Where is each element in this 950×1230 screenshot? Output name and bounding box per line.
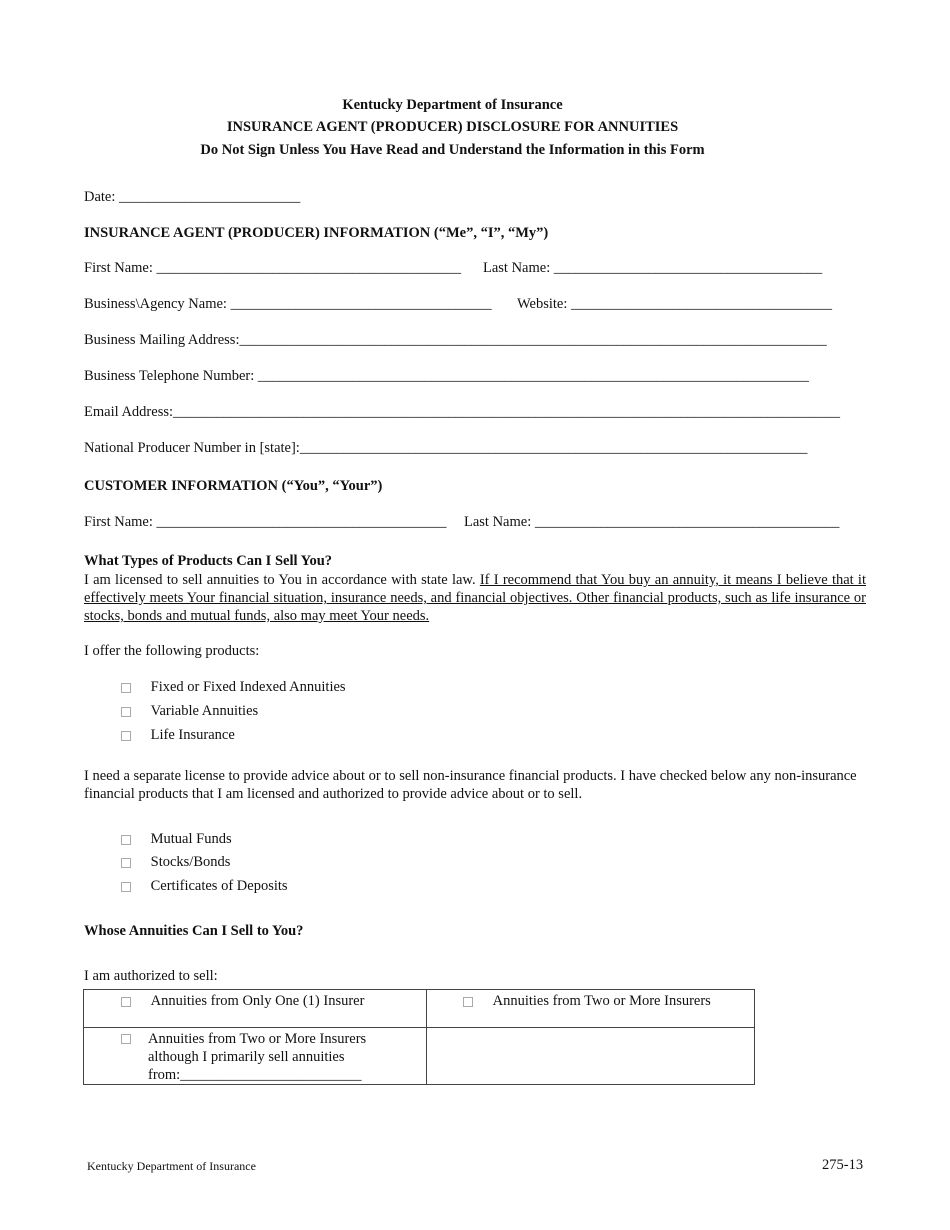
date-label: Date: <box>84 189 116 205</box>
email-label: Email Address: <box>84 404 174 420</box>
option-one-cell <box>84 990 427 1028</box>
product-checkbox[interactable] <box>121 731 131 741</box>
non-insurance-label: Certificates of Deposits <box>150 878 288 894</box>
non-insurance-option <box>121 831 232 848</box>
telephone-field[interactable]: ____________________________________________________________________________ <box>257 368 809 384</box>
option-two-cell <box>427 990 755 1028</box>
npn-field[interactable]: ______________________________________________________________________ <box>299 440 808 456</box>
non-insurance-checkbox[interactable] <box>121 882 131 892</box>
customer-first-name-label: First Name: <box>84 514 153 530</box>
customer-last-name-label: Last Name: <box>464 514 532 530</box>
products-intro-plain: I am licensed to sell annuities to You in accordance with state law. <box>84 572 480 588</box>
empty-cell <box>427 1028 755 1085</box>
email-field[interactable]: ____________________________________________________________________________________________ <box>173 404 841 420</box>
mailing-address-row <box>84 332 827 349</box>
non-insurance-checkbox[interactable] <box>121 858 131 868</box>
option-one-checkbox[interactable] <box>121 997 131 1007</box>
products-intro <box>84 571 866 625</box>
product-checkbox[interactable] <box>121 683 131 693</box>
customer-section-heading: CUSTOMER INFORMATION (“You”, “Your”) <box>84 478 383 494</box>
form-warning: Do Not Sign Unless You Have Read and Understand the Information in this Form <box>200 142 705 158</box>
customer-first-name-row <box>84 514 447 531</box>
product-label: Fixed or Fixed Indexed Annuities <box>150 679 346 695</box>
business-name-field[interactable]: ____________________________________ <box>230 296 492 312</box>
product-option <box>121 727 235 744</box>
website-label: Website: <box>517 296 568 312</box>
agent-first-name-row <box>84 260 461 277</box>
form-agency: Kentucky Department of Insurance <box>342 97 563 113</box>
telephone-label: Business Telephone Number: <box>84 368 255 384</box>
authorized-text: I am authorized to sell: <box>84 968 218 984</box>
npn-label: National Producer Number in [state]: <box>84 440 300 456</box>
non-insurance-label: Mutual Funds <box>150 831 232 847</box>
product-label: Life Insurance <box>150 727 235 743</box>
footer-agency: Kentucky Department of Insurance <box>87 1159 256 1173</box>
non-insurance-checkbox[interactable] <box>121 835 131 845</box>
license-text: I need a separate license to provide advice about or to sell non-insurance financial products. I have checked below any non-insurance financial products that I am licensed and authorized to provide advice about or to sell. <box>84 768 857 802</box>
option-three-cell <box>84 1028 427 1085</box>
agent-first-name-field[interactable]: __________________________________________ <box>156 260 461 276</box>
product-option <box>121 703 258 720</box>
agent-section-heading: INSURANCE AGENT (PRODUCER) INFORMATION (“Me”, “I”, “My”) <box>84 225 549 241</box>
option-one-label: Annuities from Only One (1) Insurer <box>150 993 365 1009</box>
product-label: Variable Annuities <box>150 703 259 719</box>
email-row <box>84 404 840 421</box>
non-insurance-option <box>121 878 288 895</box>
option-three-line1: Annuities from Two or More Insurers <box>148 1031 367 1047</box>
date-row <box>84 189 300 206</box>
date-field[interactable]: _________________________ <box>119 189 301 205</box>
customer-last-name-row <box>464 514 839 531</box>
products-intro-underlined: If I recommend that You buy an annuity, it means I believe that it effectively meets Your financial situation, insurance needs, and financial objectives. Other financial products, such as life insurance or stocks, bonds and mutual funds, also may meet Your needs. <box>84 572 866 624</box>
offer-text: I offer the following products: <box>84 643 260 659</box>
option-three-checkbox[interactable] <box>121 1034 131 1044</box>
option-three-line2: although I primarily sell annuities <box>148 1049 345 1065</box>
website-field[interactable]: ____________________________________ <box>571 296 832 312</box>
npn-row <box>84 440 807 457</box>
agent-last-name-field[interactable]: _____________________________________ <box>553 260 823 276</box>
business-name-row <box>84 296 492 313</box>
mailing-address-label: Business Mailing Address: <box>84 332 240 348</box>
form-number: 275-13 <box>822 1157 864 1173</box>
website-row <box>517 296 832 313</box>
whose-heading: Whose Annuities Can I Sell to You? <box>84 923 304 939</box>
form-title: INSURANCE AGENT (PRODUCER) DISCLOSURE FOR ANNUITIES <box>226 119 679 135</box>
option-three-line3[interactable]: from:_________________________ <box>148 1067 362 1083</box>
agent-first-name-label: First Name: <box>84 260 153 276</box>
product-checkbox[interactable] <box>121 707 131 717</box>
option-two-label: Annuities from Two or More Insurers <box>492 993 711 1009</box>
product-option <box>121 679 346 696</box>
products-heading: What Types of Products Can I Sell You? <box>84 553 333 569</box>
business-name-label: Business\Agency Name: <box>84 296 227 312</box>
authorization-table <box>83 989 755 1085</box>
non-insurance-option <box>121 854 230 871</box>
option-two-checkbox[interactable] <box>463 997 473 1007</box>
customer-first-name-field[interactable]: ________________________________________ <box>156 514 447 530</box>
non-insurance-label: Stocks/Bonds <box>150 854 231 870</box>
mailing-address-field[interactable]: _________________________________________________________________________________ <box>239 332 827 348</box>
telephone-row <box>84 368 809 385</box>
agent-last-name-row <box>483 260 822 277</box>
customer-last-name-field[interactable]: __________________________________________ <box>534 514 840 530</box>
agent-last-name-label: Last Name: <box>483 260 551 276</box>
